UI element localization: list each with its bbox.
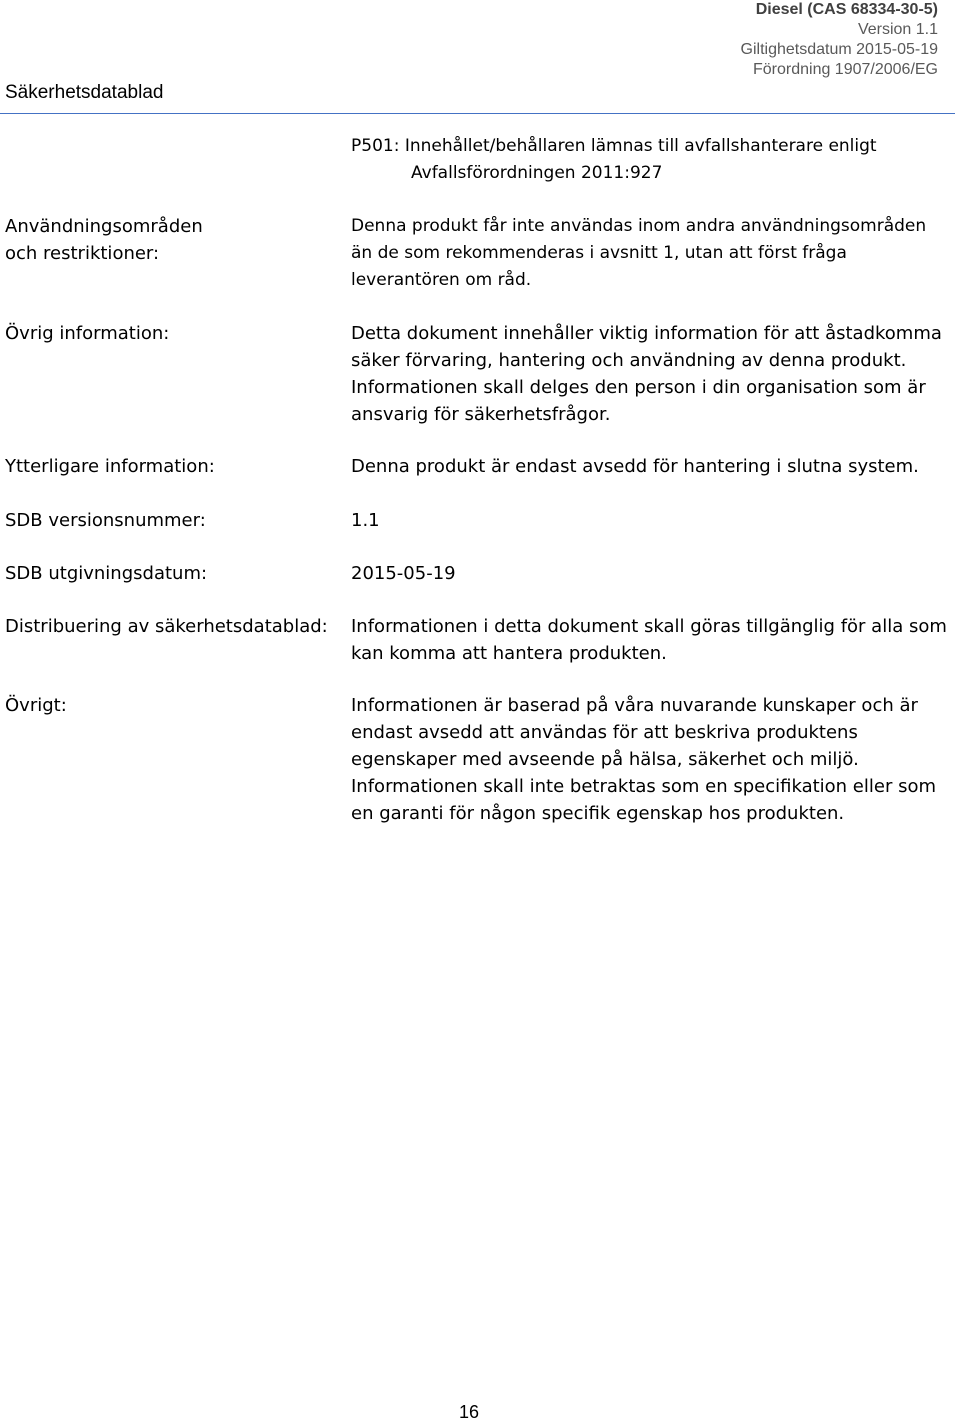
regulation: Förordning 1907/2006/EG bbox=[752, 61, 938, 78]
sdb-date-label: SDB utgivningsdatum: bbox=[5, 563, 208, 584]
sdb-date-value: 2015-05-19 bbox=[351, 563, 456, 584]
sdb-version-value: 1.1 bbox=[351, 510, 380, 531]
document-header-info bbox=[741, 0, 938, 80]
document-type: Säkerhetsdatablad bbox=[5, 82, 164, 103]
version-label: Version 1.1 bbox=[857, 21, 938, 38]
header-divider bbox=[0, 113, 955, 114]
valid-date: Giltighetsdatum 2015-05-19 bbox=[740, 41, 938, 58]
additional-info-label: Ytterligare information: bbox=[5, 456, 215, 477]
disposal-statement bbox=[351, 133, 931, 187]
other-info-label: Övrig information: bbox=[5, 323, 170, 344]
distribution-text: Informationen i detta dokument skall göras tillgänglig för alla som kan komma att hantera produkten. bbox=[351, 616, 947, 664]
misc-text: Informationen är baserad på våra nuvarande kunskaper och är endast avsedd att användas för att beskriva produktens egenskaper med avseende på hälsa, säkerhet och miljö. Informationen skall inte betraktas som en specifikation eller som en garanti för någon specifik egenskap hos produkten. bbox=[351, 695, 936, 824]
use-restrictions-label-line-1: Användningsområden bbox=[5, 216, 203, 237]
additional-info-text: Denna produkt är endast avsedd för hantering i slutna system. bbox=[351, 456, 919, 477]
use-restrictions-text: Denna produkt får inte användas inom andra användningsområden än de som rekommenderas i avsnitt 1, utan att först fråga leverantören om råd. bbox=[351, 216, 927, 290]
use-restrictions-label-line-2: och restriktioner: bbox=[5, 243, 160, 264]
sdb-version-label: SDB versionsnummer: bbox=[5, 510, 206, 531]
disposal-line-1: P501: Innehållet/behållaren lämnas till avfallshanterare enligt bbox=[351, 136, 877, 156]
misc-label: Övrigt: bbox=[5, 695, 67, 716]
product-name: Diesel (CAS 68334-30-5) bbox=[755, 1, 938, 18]
use-restrictions-label bbox=[5, 213, 203, 267]
disposal-line-2: Avfallsförordningen 2011:927 bbox=[411, 163, 663, 183]
distribution-label: Distribuering av säkerhetsdatablad: bbox=[5, 616, 328, 637]
page-number: 16 bbox=[458, 1402, 480, 1422]
other-info-text: Detta dokument innehåller viktig information för att åstadkomma säker förvaring, hantering och användning av denna produkt. Informationen skall delges den person i din organisation som är ansvarig för säkerhetsfrågor. bbox=[351, 323, 942, 425]
